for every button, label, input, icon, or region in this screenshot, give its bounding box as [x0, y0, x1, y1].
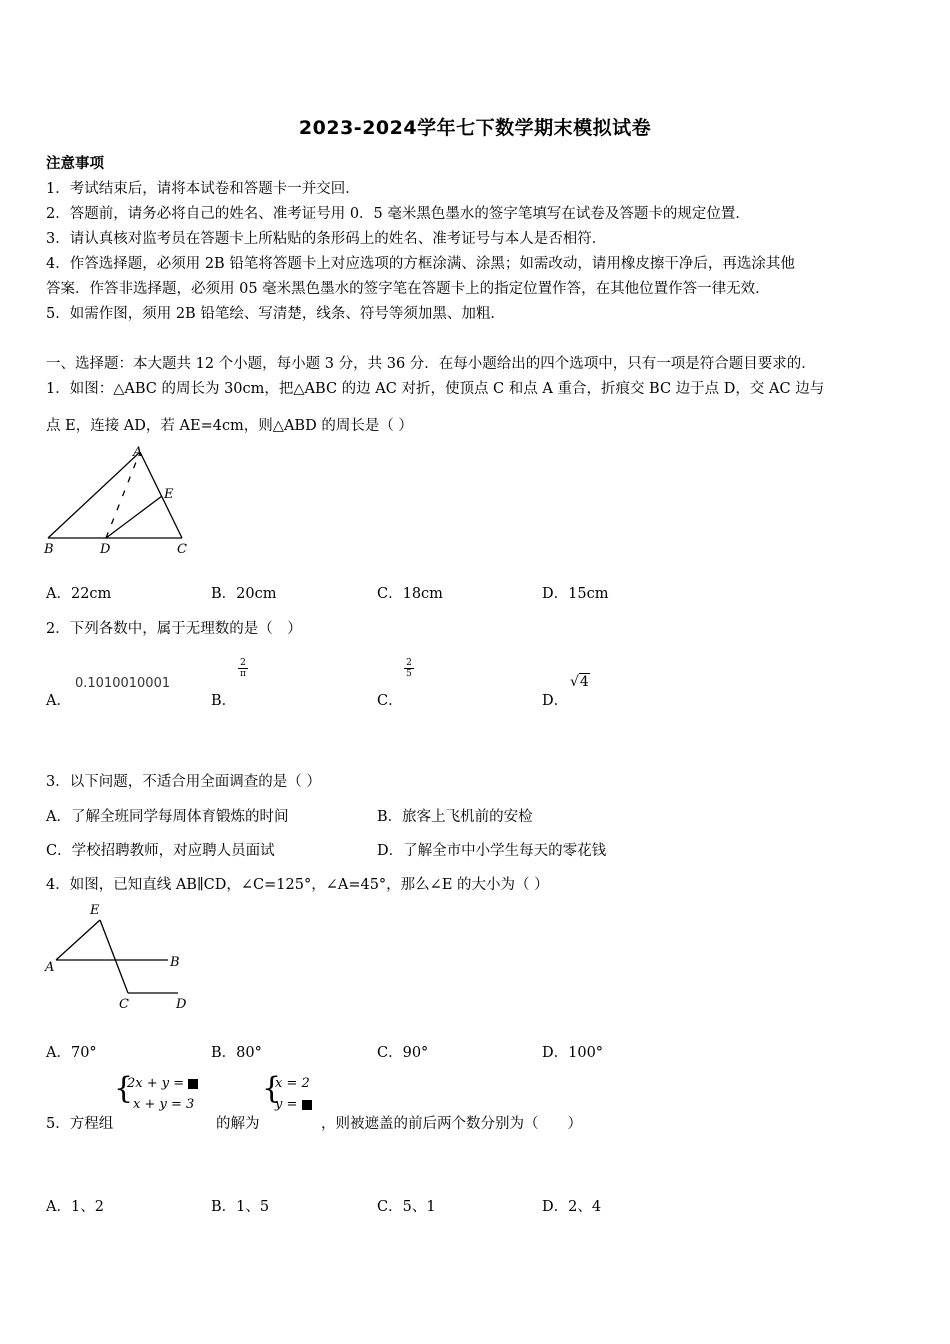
q5-prefix: 5．方程组	[46, 1116, 114, 1132]
q5-suffix: ，则被遮盖的前后两个数分别为（ ）	[321, 1116, 582, 1132]
q2-b-denominator: π	[238, 668, 248, 679]
q4-stem: 4．如图，已知直线 AB∥CD，∠C=125°，∠A=45°，那么∠E 的大小为（ ）	[46, 877, 549, 893]
q1-triangle-figure	[42, 442, 192, 560]
q1-option-c[interactable]: C．18cm	[377, 586, 443, 602]
q1-option-b[interactable]: B．20cm	[211, 586, 277, 602]
q5-equation-1	[127, 1076, 198, 1091]
q5-solution-brace: {	[262, 1071, 282, 1106]
q2-option-b-fraction	[238, 658, 248, 679]
q2-option-d-sqrt	[570, 674, 590, 690]
q5-middle: 的解为	[216, 1116, 260, 1132]
q4-option-a[interactable]: A．70°	[46, 1045, 97, 1061]
q2-option-a-value: 0.1010010001	[75, 676, 171, 691]
q4-parallel-lines-figure	[42, 900, 202, 1015]
q5-solution-1: x = 2	[275, 1076, 310, 1091]
q2-stem: 2．下列各数中，属于无理数的是（ ）	[46, 621, 302, 637]
notice-item: 1．考试结束后，请将本试卷和答题卡一并交回．	[46, 181, 360, 197]
q5-option-b[interactable]: B．1、5	[211, 1199, 270, 1215]
q1-option-d[interactable]: D．15cm	[542, 586, 609, 602]
q3-option-b[interactable]: B．旅客上飞机前的安检	[377, 809, 533, 825]
q5-option-c[interactable]: C．5、1	[377, 1199, 436, 1215]
q4-label-a: A	[45, 960, 55, 975]
q1-option-a[interactable]: A．22cm	[46, 586, 112, 602]
q5-system-brace: {	[114, 1071, 134, 1106]
notice-item: 答案．作答非选择题，必须用 05 毫米黑色墨水的签字笔在答题卡上的指定位置作答，在其他位置作答一律无效．	[46, 281, 770, 297]
q2-option-d-label[interactable]: D．	[542, 693, 569, 709]
q4-label-b: B	[170, 955, 180, 970]
notice-item: 3．请认真核对监考员在答题卡上所粘贴的条形码上的姓名、准考证号与本人是否相符．	[46, 231, 607, 247]
q1-label-b: B	[44, 542, 54, 557]
q2-option-c-fraction	[404, 658, 414, 679]
q2-c-denominator: 5	[404, 668, 414, 679]
q2-b-numerator: 2	[240, 658, 246, 668]
q5-eq1-text: 2x + y =	[127, 1076, 189, 1091]
hidden-number-box	[302, 1100, 312, 1110]
notice-item: 4．作答选择题，必须用 2B 铅笔将答题卡上对应选项的方框涂满、涂黑；如需改动，请用橡皮擦干净后，再选涂其他	[46, 256, 795, 272]
sqrt-symbol: √	[570, 674, 579, 690]
q2-option-a-label[interactable]: A．	[46, 693, 71, 709]
page-title: 2023-2024学年七下数学期末模拟试卷	[298, 117, 652, 139]
q2-option-c-label[interactable]: C．	[377, 693, 403, 709]
q1-stem-line1: 1．如图：△ABC 的周长为 30cm，把△ABC 的边 AC 对折，使顶点 C 和点 A 重合，折痕交 BC 边于点 D，交 AC 边与	[46, 381, 825, 397]
q5-option-d[interactable]: D．2、4	[542, 1199, 602, 1215]
notice-heading: 注意事项	[46, 155, 104, 172]
q4-option-d[interactable]: D．100°	[542, 1045, 604, 1061]
q3-stem: 3．以下问题，不适合用全面调查的是（ ）	[46, 774, 321, 790]
q4-label-c: C	[119, 997, 129, 1012]
q3-option-d[interactable]: D．了解全市中小学生每天的零花钱	[377, 843, 607, 859]
notice-item: 2．答题前，请务必将自己的姓名、准考证号用 0．5 毫米黑色墨水的签字笔填写在试卷及答题卡的规定位置．	[46, 206, 750, 222]
q4-option-b[interactable]: B．80°	[211, 1045, 262, 1061]
q2-d-radicand: 4	[579, 674, 589, 690]
q4-option-c[interactable]: C．90°	[377, 1045, 429, 1061]
q2-c-numerator: 2	[406, 658, 412, 668]
q1-label-c: C	[177, 542, 187, 557]
q3-option-c[interactable]: C．学校招聘教师，对应聘人员面试	[46, 843, 275, 859]
q2-option-b-label[interactable]: B．	[211, 693, 237, 709]
q1-label-e: E	[164, 487, 174, 502]
q3-option-a[interactable]: A．了解全班同学每周体育锻炼的时间	[46, 809, 289, 825]
q4-label-e: E	[90, 903, 100, 918]
q1-stem-line2: 点 E，连接 AD，若 AE=4cm，则△ABD 的周长是（ ）	[46, 418, 413, 434]
q1-label-d: D	[100, 542, 111, 557]
q1-label-a: A	[133, 445, 143, 460]
q5-solution-2	[275, 1097, 312, 1112]
q4-label-d: D	[176, 997, 187, 1012]
section-heading: 一、选择题：本大题共 12 个小题，每小题 3 分，共 36 分．在每小题给出的四个选项中，只有一项是符合题目要求的．	[46, 356, 816, 372]
q5-equation-2: x + y = 3	[133, 1097, 195, 1112]
hidden-number-box	[188, 1079, 198, 1089]
notice-item: 5．如需作图，须用 2B 铅笔绘、写清楚，线条、符号等须加黑、加粗．	[46, 306, 505, 322]
q5-sol2-text: y =	[275, 1097, 302, 1112]
q5-option-a[interactable]: A．1、2	[46, 1199, 104, 1215]
